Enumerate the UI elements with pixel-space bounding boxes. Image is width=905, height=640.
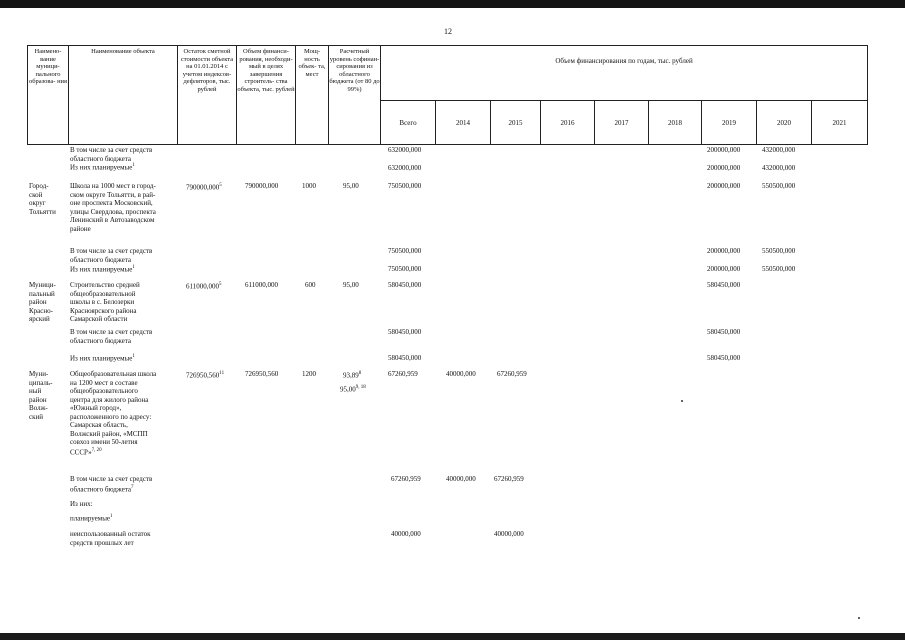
row-3-financing: 790000,000 <box>245 182 279 190</box>
row-10-2015: 67260,959 <box>494 475 524 483</box>
row-3-2020: 550500,000 <box>762 182 796 190</box>
row-1-2020: 432000,000 <box>762 146 796 154</box>
row-5-object: Из них планируемые$^1$ <box>70 265 135 274</box>
row-2-total: 632000,000 <box>388 164 422 172</box>
row-4-object: В том числе за счет средств областного бюджета <box>70 247 153 264</box>
row-3-2019: 200000,000 <box>707 182 741 190</box>
row-9-capacity: 1200 <box>302 370 316 378</box>
row-9-level: 93,89$^8$ <box>343 371 362 380</box>
row-9-financing: 726950,560 <box>245 370 279 378</box>
row-6-capacity: 600 <box>305 281 316 289</box>
row-9-municipality: Муни- ципаль- ный район Волж- ский <box>29 370 53 421</box>
row-3-object: Школа на 1000 мест в город- ском округе Тольятти, в рай- оне проспекта Московский, улицы Свердлова, проспекта Ленинский в Автозаводском районе <box>70 182 156 233</box>
header-year-2018: 2018 <box>648 100 702 145</box>
header-year-2021: 2021 <box>811 100 868 145</box>
header-municipality: Наимено- вание муници- пального образова- ния <box>27 45 69 145</box>
row-1-object: В том числе за счет средств областного бюджета <box>70 146 153 163</box>
row-5-2020: 550500,000 <box>762 265 796 273</box>
row-10-object: В том числе за счет средств областного бюджета$^7$ <box>70 475 153 493</box>
scan-speck <box>681 400 683 402</box>
row-4-2020: 550500,000 <box>762 247 796 255</box>
row-8-object: Из них планируемые$^1$ <box>70 354 135 363</box>
row-3-remaining: 790000,000$^5$ <box>186 183 222 192</box>
row-13-2015: 40000,000 <box>494 530 524 538</box>
row-12-object: планируемые$^1$ <box>70 514 113 523</box>
bottom-border-bar <box>0 633 905 640</box>
row-9-2014: 40000,000 <box>446 370 476 378</box>
header-remaining-cost: Остаток сметной стоимости объекта на 01.01.2014 с учетом индексов- дефляторов, тыс. рублей <box>177 45 237 145</box>
row-13-object: неиспользованный остаток средств прошлых лет <box>70 530 151 547</box>
row-3-level: 95,00 <box>343 182 359 190</box>
page-number: 12 <box>444 27 452 36</box>
row-8-total: 580450,000 <box>388 354 422 362</box>
header-by-years: Объем финансирования по годам, тыс. рублей <box>380 45 868 101</box>
row-13-total: 40000,000 <box>391 530 421 538</box>
row-10-2014: 40000,000 <box>446 475 476 483</box>
header-object-name: Наименование объекта <box>68 45 178 145</box>
header-cofinancing-level: Расчетный уровень софинан- сирования из областного бюджета (от 80 до 99%) <box>328 45 381 145</box>
row-6-object: Строительство средней общеобразовательной школы в с. Белозерки Красноярского района Самарской области <box>70 281 140 323</box>
row-2-2020: 432000,000 <box>762 164 796 172</box>
row-4-total: 750500,000 <box>388 247 422 255</box>
row-4-2019: 200000,000 <box>707 247 741 255</box>
header-year-2020: 2020 <box>756 100 812 145</box>
row-1-2019: 200000,000 <box>707 146 741 154</box>
row-3-total: 750500,000 <box>388 182 422 190</box>
row-6-remaining: 611000,000$^5$ <box>186 282 222 291</box>
row-3-capacity: 1000 <box>302 182 316 190</box>
row-8-2019: 580450,000 <box>707 354 741 362</box>
row-9-remaining: 726950,560$^{11}$ <box>186 371 225 380</box>
row-9-object: Общеобразовательная школа на 1200 мест в составе общеобразовательного центра для жилого района «Южный город», расположенного по адресу: Самарская область, Волжский район, «МСПП совхоз имени 50-летия СССР»$^{7, 20}$ <box>70 370 157 456</box>
header-capacity: Мощ- ность объек- та, мест <box>295 45 329 145</box>
row-1-total: 632000,000 <box>388 146 422 154</box>
row-7-object: В том числе за счет средств областного бюджета <box>70 328 153 345</box>
scan-speck <box>858 617 860 619</box>
row-6-total: 580450,000 <box>388 281 422 289</box>
row-7-2019: 580450,000 <box>707 328 741 336</box>
header-year-2015: 2015 <box>490 100 541 145</box>
row-6-level: 95,00 <box>343 281 359 289</box>
row-6-financing: 611000,000 <box>245 281 278 289</box>
row-9-total: 67260,959 <box>388 370 418 378</box>
header-year-2019: 2019 <box>701 100 757 145</box>
row-9-2015: 67260,959 <box>497 370 527 378</box>
row-6-2019: 580450,000 <box>707 281 741 289</box>
row-5-total: 750500,000 <box>388 265 422 273</box>
header-year-2016: 2016 <box>540 100 595 145</box>
row-6-municipality: Муници- пальный район Красно- ярский <box>29 281 56 323</box>
row-5-2019: 200000,000 <box>707 265 741 273</box>
row-9-level-alt: 95,00$^{9, 18}$ <box>340 385 366 394</box>
row-2-2019: 200000,000 <box>707 164 741 172</box>
row-11-object: Из них: <box>70 500 93 508</box>
row-10-total: 67260,959 <box>391 475 421 483</box>
header-year-2017: 2017 <box>594 100 649 145</box>
row-3-municipality: Город- ской округ Тольятти <box>29 182 56 216</box>
header-financing-volume: Объем финанси- рования, необходи- мый в целях завершения строитель- ства объекта, тыс. рублей <box>236 45 296 145</box>
header-year-2014: 2014 <box>435 100 491 145</box>
row-2-object: Из них планируемые$^1$ <box>70 163 135 172</box>
row-7-total: 580450,000 <box>388 328 422 336</box>
header-total: Всего <box>380 100 436 145</box>
top-border-bar <box>0 0 905 8</box>
